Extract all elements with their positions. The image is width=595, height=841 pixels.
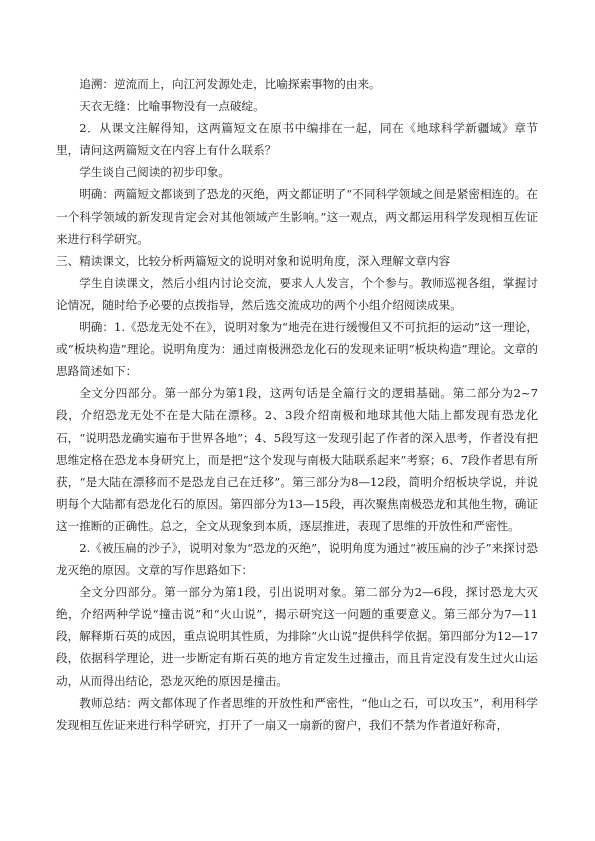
- paragraph-answer-article-1: 明确：1.《恐龙无处不在》，说明对象为“地壳在进行缓慢但又不可抗拒的运动”这一理论，或“板块构造”理论。说明角度为：通过南极洲恐龙化石的发现来证明“板块构造”理论。文章的思路简述如下：: [56, 320, 538, 379]
- paragraph-article-2-structure: 全文分四部分。第一部分为第1段，引出说明对象。第二部分为2—6段，探讨恐龙大灭绝，介绍两种学说“撞击说”和“火山说”，揭示研究这一问题的重要意义。第三部分为7—11段，解释斯石英的成因，重点说明其性质，为排除“火山说”提供科学依据。第四部分为12—17段，依据科学理论，进一步断定有斯石英的地方肯定发生过撞击，而且肯定没有发生过火山运动，从而得出结论，恐龙灭绝的原因是撞击。: [56, 585, 538, 688]
- paragraph-student-impression: 学生谈自己阅读的初步印象。: [79, 165, 230, 180]
- paragraph-article-1-structure: 全文分四部分。第一部分为第1段，这两句话是全篇行文的逻辑基础。第二部分为2~7段，介绍恐龙无处不在是大陆在漂移。2、3段介绍南极和地球其他大陆上都发现有恐龙化石，“说明恐龙确实遍布于世界各地”；4、5段写这一发现引起了作者的深入思考，作者没有把思维定格在恐龙本身研究上，而是把“这个发现与南极大陆联系起来”考察；6、7段作者思有所获，“是大陆在漂移而不是恐龙自己在迁移”。第三部分为8—12段，简明介绍板块学说，并说明每个大陆都有恐龙化石的原因。第四部分为13—15段，再次聚焦南极恐龙和其他生物，确证这一推断的正确性。总之，全文从现象到本质，逐层推进，表现了思维的开放性和严密性。: [56, 386, 538, 533]
- paragraph-answer-connection: 明确：两篇短文都谈到了恐龙的灭绝，两文都证明了“不同科学领域之间是紧密相连的。在一个科学领域的新发现肯定会对其他领域产生影响。”这一观点，两文都运用科学发现相互佐证来进行科学研究。: [56, 187, 538, 246]
- paragraph-teacher-summary: 教师总结：两文都体现了作者思维的开放性和严密性，“他山之石，可以攻玉”，利用科学发现相互佐证来进行科学研究，打开了一扇又一扇新的窗户，我们不禁为作者道好称奇，: [56, 695, 538, 732]
- paragraph-definition-tianyiwufeng: 天衣无缝：比喻事物没有一点破绽。: [79, 99, 265, 114]
- paragraph-answer-article-2: 2.《被压扁的沙子》，说明对象为“恐龙的灭绝”，说明角度为通过“被压扁的沙子”来探讨恐龙灭绝的原因。文章的写作思路如下：: [56, 540, 538, 578]
- section-heading-close-reading: 三、精读课文，比较分析两篇短文的说明对象和说明角度，深入理解文章内容: [56, 253, 451, 268]
- document-body: [56, 73, 538, 736]
- paragraph-question-2: 2．从课文注解得知，这两篇短文在原书中编排在一起，同在《地球科学新疆域》章节里，请问这两篇短文在内容上有什么联系？: [56, 121, 538, 158]
- paragraph-group-discussion: 学生自读课文，然后小组内讨论交流，要求人人发言，个个参与。教师巡视各组，掌握讨论情况，随时给予必要的点拨指导，然后选交流成功的两个小组介绍阅读成果。: [56, 275, 538, 312]
- paragraph-definition-zhuisu: 追溯：逆流而上，向江河发源处走，比喻探索事物的由来。: [79, 77, 381, 91]
